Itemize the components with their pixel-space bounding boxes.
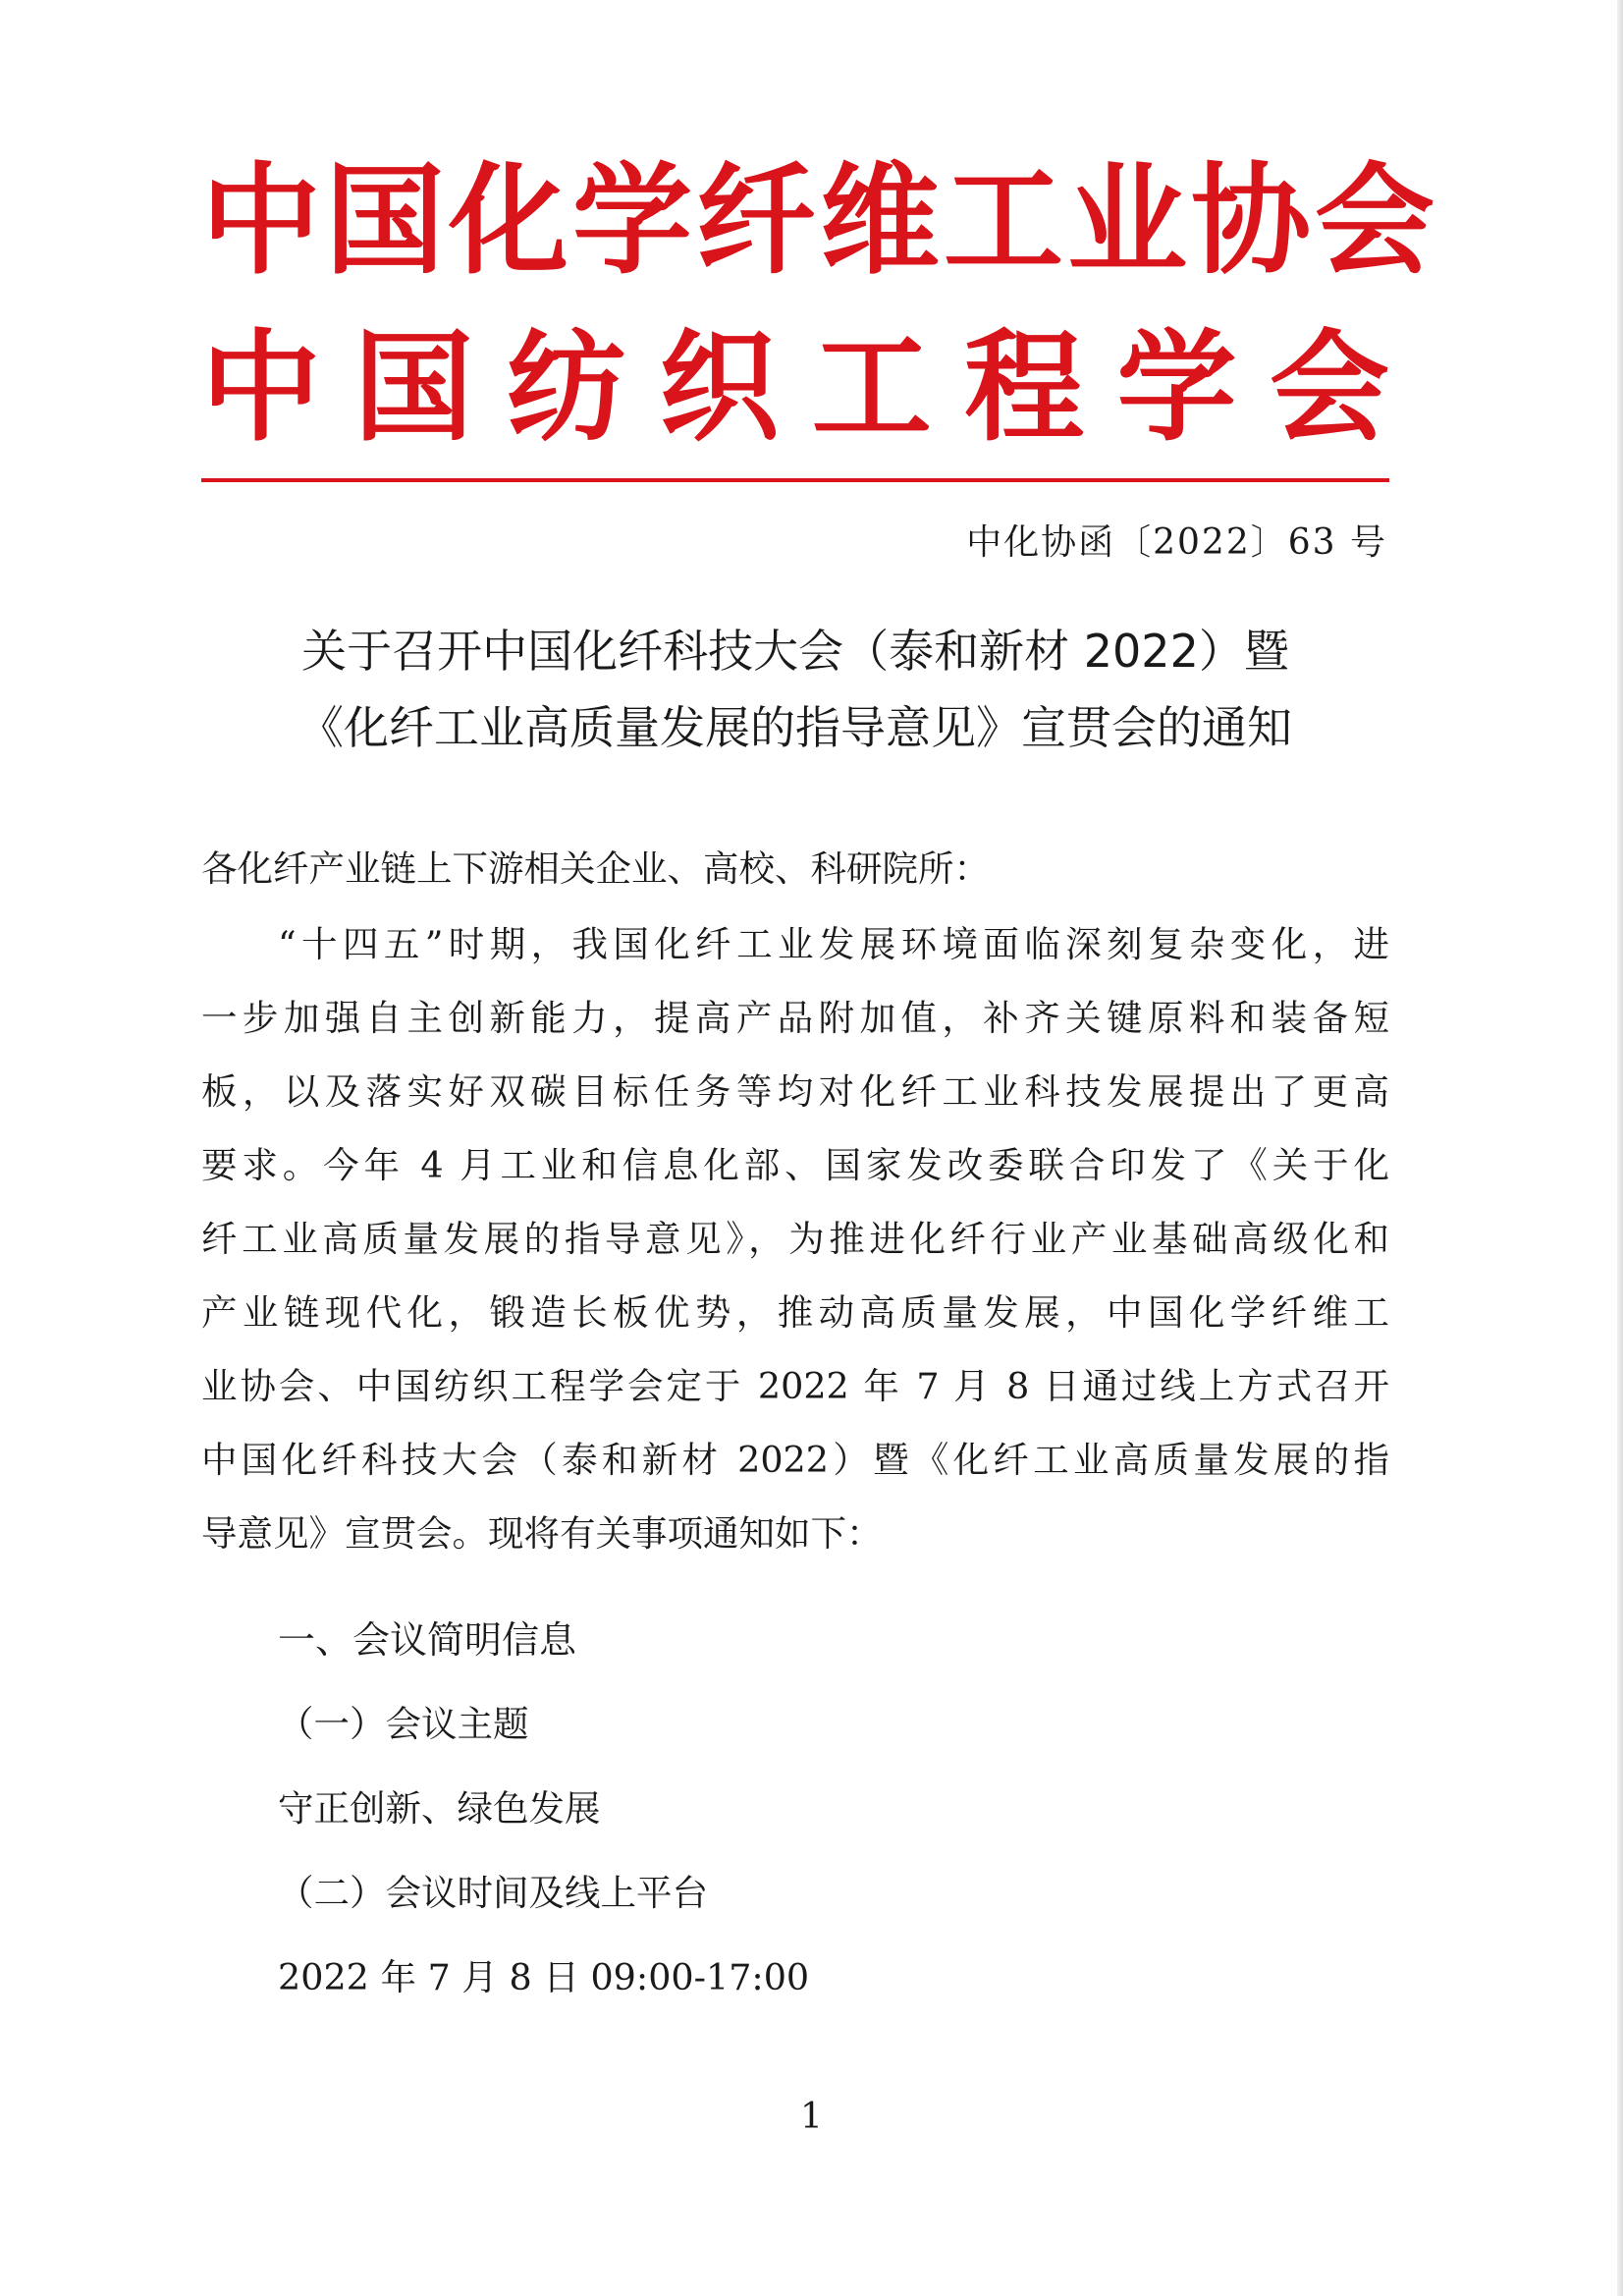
document-title-line-1: 关于召开中国化纤科技大会（泰和新材 2022）暨 [301,625,1289,678]
document-number: 中化协函〔2022〕63 号 [966,522,1387,563]
body-line: 一步加强自主创新能力，提高产品附加值，补齐关键原料和装备短 [201,997,1389,1039]
body-line: 中国化纤科技大会（泰和新材 2022）暨《化纤工业高质量发展的指 [201,1439,1389,1481]
body-line: 要求。今年 4 月工业和信息化部、国家发改委联合印发了《关于化 [201,1144,1389,1186]
page-edge [1617,0,1623,2296]
letterhead-char: 织 [659,318,780,458]
letterhead-char: 中 [201,318,321,458]
body-line: “十四五”时期，我国化纤工业发展环境面临深刻复杂变化，进 [278,923,1389,965]
letterhead-char: 国 [353,318,474,458]
letterhead-org-1: 中国化学纤维工业协会 [201,151,1438,291]
salutation: 各化纤产业链上下游相关企业、高校、科研院所： [201,847,990,890]
body-line: 产业链现代化，锻造长板优势，推动高质量发展，中国化学纤维工 [201,1291,1389,1334]
letterhead-char: 学 [1116,318,1237,458]
letterhead-char: 程 [964,318,1085,458]
page-number: 1 [800,2097,823,2137]
document-title-line-2: 《化纤工业高质量发展的指导意见》宣贯会的通知 [298,701,1292,754]
letterhead-char: 会 [1269,318,1389,458]
body-line: 业协会、中国纺织工程学会定于 2022 年 7 月 8 日通过线上方式召开 [201,1365,1389,1407]
letterhead-divider [201,478,1389,482]
body-line: 纤工业高质量发展的指导意见》，为推进化纤行业产业基础高级化和 [201,1218,1389,1260]
meeting-time-text: 2022 年 7 月 8 日 09:00-17:00 [278,1956,810,1998]
letterhead-char: 纺 [506,318,626,458]
subsection-heading-theme: （一）会议主题 [278,1703,529,1745]
body-line: 板，以及落实好双碳目标任务等均对化纤工业科技发展提出了更高 [201,1070,1389,1113]
meeting-theme-text: 守正创新、绿色发展 [278,1787,601,1830]
subsection-heading-time: （二）会议时间及线上平台 [278,1872,708,1914]
section-heading-1: 一、会议简明信息 [278,1618,577,1662]
letterhead-org-2 [201,314,1389,462]
body-line: 导意见》宣贯会。现将有关事项通知如下： [201,1512,883,1555]
letterhead-char: 工 [811,318,932,458]
